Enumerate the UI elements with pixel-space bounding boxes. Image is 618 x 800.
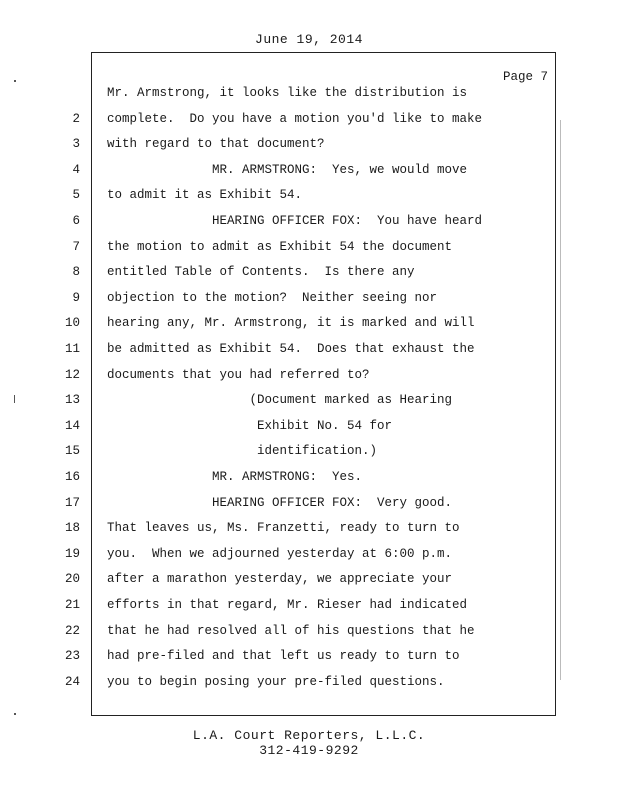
footer-phone: 312-419-9292 [259,743,359,758]
line-number: 18 [64,521,80,536]
line-number: 3 [72,137,80,152]
line-number: 6 [72,214,80,228]
line-text: (Document marked as Hearing [107,393,453,408]
scan-speck [14,80,16,82]
transcript-line [0,342,618,368]
line-text: identification.) [107,444,378,459]
transcript-line [0,240,618,266]
scan-speck [14,713,16,715]
line-text: HEARING OFFICER FOX: You have heard [107,214,483,228]
line-number: 24 [64,674,80,689]
scan-edge-line [560,120,561,680]
line-number: 8 [72,265,80,280]
line-number: 5 [72,188,80,203]
line-text: Mr. Armstrong, it looks like the distribution is [107,86,468,100]
line-text: MR. ARMSTRONG: Yes, we would move [107,162,468,177]
transcript-line [0,470,618,496]
line-text: be admitted as Exhibit 54. Does that exhaust the [107,342,475,356]
line-text: you. When we adjourned yesterday at 6:00 p.m. [107,546,453,561]
footer-company: L.A. Court Reporters, L.L.C. [192,728,426,743]
transcript-line [0,649,618,675]
line-number: 7 [72,239,80,254]
page-number: Page 7 [502,70,548,84]
line-number: 15 [64,444,80,459]
line-number: 2 [72,111,80,126]
line-number: 11 [64,342,80,356]
line-text: That leaves us, Ms. Franzetti, ready to turn to [107,521,460,536]
transcript-line [0,624,618,650]
line-text: complete. Do you have a motion you'd like to make [107,111,483,126]
transcript-line [0,496,618,522]
transcript-line [0,214,618,240]
line-number: 12 [64,367,80,382]
line-number: 14 [64,418,80,433]
line-text: HEARING OFFICER FOX: Very good. [107,495,453,510]
line-text: MR. ARMSTRONG: Yes. [107,470,363,484]
header-date: June 19, 2014 [255,32,363,47]
transcript-line [0,188,618,214]
transcript-line [0,291,618,317]
transcript-line [0,547,618,573]
line-number: 23 [64,649,80,664]
line-text: efforts in that regard, Mr. Rieser had indicated [107,598,468,612]
line-number: 17 [64,495,80,510]
line-text: documents that you had referred to? [107,367,370,382]
transcript-line [0,521,618,547]
line-number: 20 [64,572,80,587]
line-number: 10 [64,316,80,331]
line-text: objection to the motion? Neither seeing nor [107,290,438,305]
line-text: you to begin posing your pre-filed questions. [107,674,445,689]
transcript-line [0,316,618,342]
transcript-line [0,675,618,701]
line-text: that he had resolved all of his questions that he [107,623,475,638]
line-number: 21 [64,598,80,612]
transcript-line [0,368,618,394]
line-text: the motion to admit as Exhibit 54 the document [107,239,453,254]
line-text: to admit it as Exhibit 54. [107,188,303,203]
line-text: Exhibit No. 54 for [107,418,393,433]
line-number: 22 [64,623,80,638]
line-text: entitled Table of Contents. Is there any [107,265,415,280]
line-text: had pre-filed and that left us ready to turn to [107,649,460,664]
transcript-line [0,112,618,138]
line-number: 9 [72,290,80,305]
transcript-line [0,598,618,624]
line-text: after a marathon yesterday, we appreciate your [107,572,453,587]
line-number: 4 [72,162,80,177]
transcript-line [0,265,618,291]
line-number: 16 [64,470,80,484]
line-number: 13 [64,393,80,408]
line-text: with regard to that document? [107,137,325,152]
transcript-line [0,444,618,470]
transcript-line [0,163,618,189]
line-text: hearing any, Mr. Armstrong, it is marked and will [107,316,475,331]
transcript-line [0,137,618,163]
scan-speck [14,395,15,403]
transcript-line [0,393,618,419]
transcript-line [0,572,618,598]
line-number: 19 [64,546,80,561]
transcript-line [0,419,618,445]
transcript-line [0,86,618,112]
